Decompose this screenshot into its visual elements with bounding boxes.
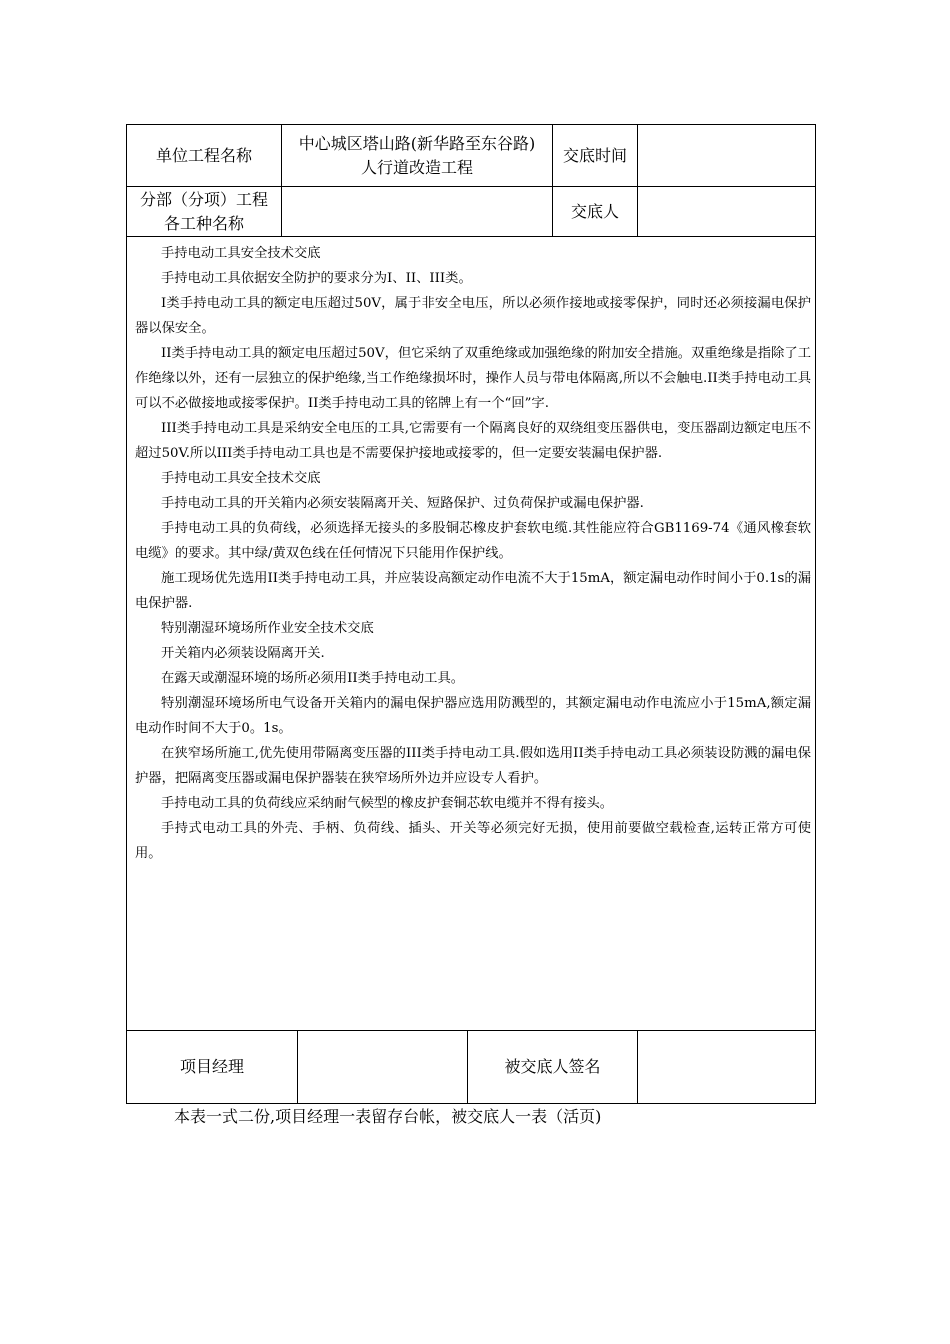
paragraph: III类手持电动工具是采纳安全电压的工具,它需要有一个隔离良好的双绕组变压器供电，变压器副边额定电压不超过50V.所以III类手持电动工具也是不需要保护接地或接零的，但一定要安装漏电保护器.	[135, 421, 811, 461]
paragraph: 施工现场优先选用II类手持电动工具，并应装设高额定动作电流不大于15mA，额定漏电动作时间小于0.1s的漏电保护器.	[135, 571, 811, 611]
paragraph: 手持电动工具依据安全防护的要求分为I、II、III类。	[161, 271, 472, 286]
unit-name-label: 单位工程名称	[155, 145, 252, 165]
paragraph: 手持电动工具的负荷线，必须选择无接头的多股铜芯橡皮护套软电缆.其性能应符合GB1169-74《通风橡套软电缆》的要求。其中绿/黄双色线在任何情况下只能用作保护线。	[135, 521, 811, 561]
disclosure-form	[126, 124, 816, 1104]
paragraph: 手持电动工具的负荷线应采纳耐气候型的橡皮护套铜芯软电缆并不得有接头。	[161, 796, 614, 811]
paragraph: 开关箱内必须装设隔离开关.	[161, 646, 325, 661]
paragraph: 手持电动工具安全技术交底	[161, 471, 321, 486]
paragraph: 手持式电动工具的外壳、手柄、负荷线、插头、开关等必须完好无损，使用前要做空载检查,运转正常方可使用。	[135, 821, 811, 861]
section-name-field[interactable]	[282, 187, 552, 236]
paragraph: 在狭窄场所施工,优先使用带隔离变压器的III类手持电动工具.假如选用II类手持电动工具必须装设防溅的漏电保护器，把隔离变压器或漏电保护器装在狭窄场所外边并应设专人看护。	[135, 746, 811, 786]
row-divider-2	[127, 236, 815, 237]
project-manager-label: 项目经理	[179, 1057, 244, 1076]
paragraph: 手持电动工具的开关箱内必须安装隔离开关、短路保护、过负荷保护或漏电保护器.	[161, 496, 644, 511]
paragraph: 在露天或潮湿环境的场所必须用II类手持电动工具。	[161, 671, 465, 686]
paragraph: 特别潮湿环境场所作业安全技术交底	[161, 621, 374, 636]
form-footnote: 本表一式二份,项目经理一表留存台帐，被交底人一表（活页)	[174, 1107, 602, 1126]
unit-name-value	[282, 125, 552, 186]
signee-signature-field[interactable]	[638, 1031, 815, 1103]
unit-name-line2: 人行道改造工程	[360, 157, 473, 177]
section-name-label	[127, 187, 281, 236]
disclosure-content	[135, 241, 811, 866]
disclosure-time-field[interactable]	[638, 125, 815, 186]
section-label-line1: 分部（分项）工程	[139, 189, 268, 209]
signee-label: 被交底人签名	[504, 1057, 601, 1076]
section-label-line2: 各工种名称	[163, 213, 244, 233]
paragraph: 手持电动工具安全技术交底	[161, 246, 321, 261]
project-manager-field[interactable]	[298, 1031, 467, 1103]
paragraph: II类手持电动工具的额定电压超过50V，但它采纳了双重绝缘或加强绝缘的附加安全措施。双重绝缘是指除了工作绝缘以外，还有一层独立的保护绝缘,当工作绝缘损坏时，操作人员与带电体隔离,所以不会触电.II类手持电动工具可以不必做接地或接零保护。II类手持电动工具的铭牌上有一个“回”字.	[135, 346, 811, 411]
paragraph: I类手持电动工具的额定电压超过50V，属于非安全电压，所以必须作接地或接零保护，同时还必须接漏电保护器以保安全。	[135, 296, 811, 336]
paragraph: 特别潮湿环境场所电气设备开关箱内的漏电保护器应选用防溅型的，其额定漏电动作电流应小于15mA,额定漏电动作时间不大于0。1s。	[135, 696, 811, 736]
discloser-field[interactable]	[638, 187, 815, 236]
discloser-label: 交底人	[570, 201, 619, 221]
unit-name-line1: 中心城区塔山路(新华路至东谷路)	[298, 133, 536, 153]
disclosure-time-label: 交底时间	[562, 145, 627, 165]
